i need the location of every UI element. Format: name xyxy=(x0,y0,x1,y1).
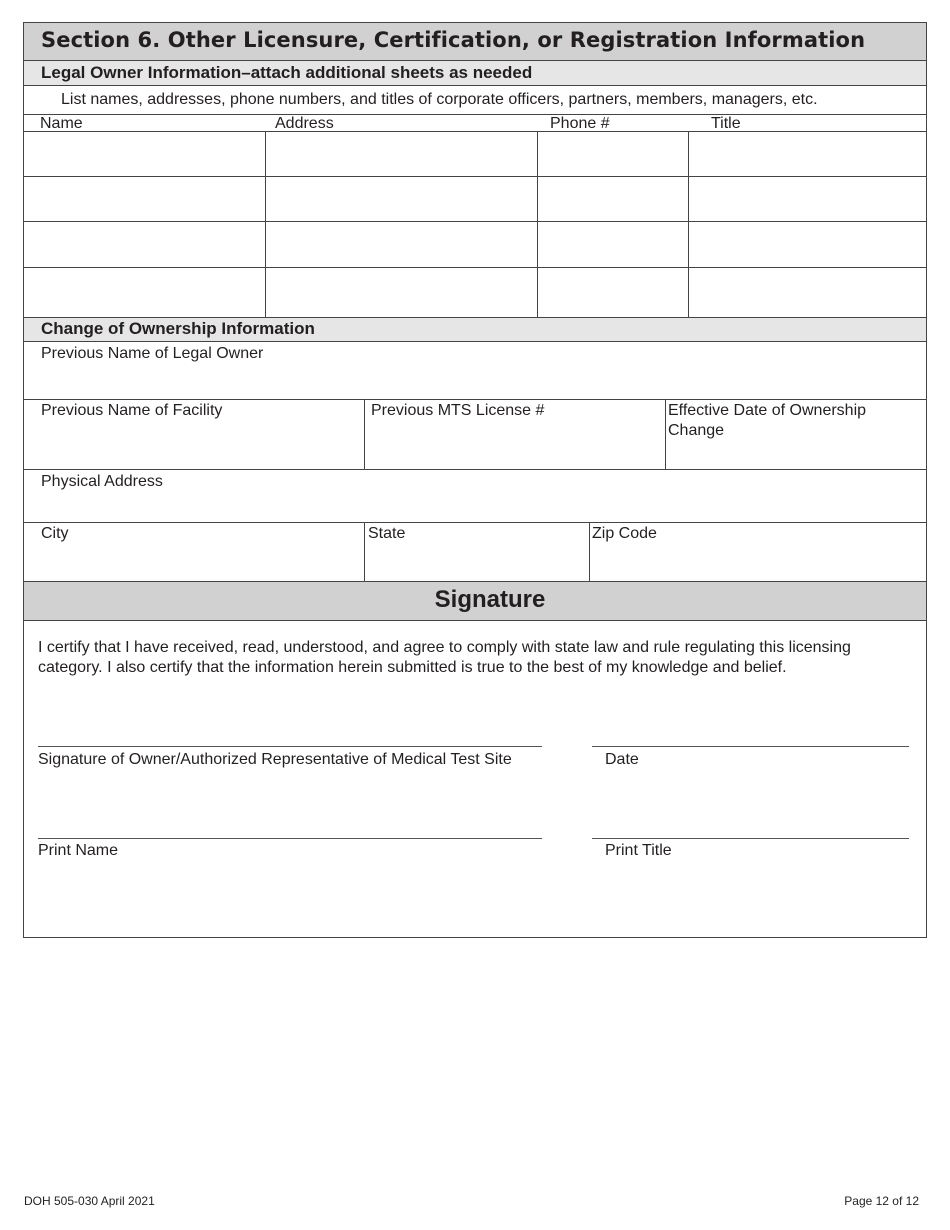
city-label: City xyxy=(41,525,69,542)
signature-header xyxy=(24,582,926,620)
date-input[interactable] xyxy=(592,723,909,747)
effective-date-field[interactable] xyxy=(666,400,926,469)
legal-owner-heading: Legal Owner Information–attach additional sheets as needed xyxy=(41,63,533,82)
signature-input[interactable] xyxy=(38,723,542,747)
signature-heading: Signature xyxy=(434,586,546,613)
city-field[interactable] xyxy=(24,523,364,581)
section-title: Section 6. Other Licensure, Certification, or Registration Information xyxy=(41,28,866,52)
owner-row-4-title-field[interactable] xyxy=(689,268,926,317)
column-header-name: Name xyxy=(40,115,83,132)
form-id: DOH 505-030 April 2021 xyxy=(24,1194,155,1208)
owner-row-3-address-field[interactable] xyxy=(266,222,537,267)
owner-row-2-phone-field[interactable] xyxy=(538,177,688,221)
owner-row-4-address-field[interactable] xyxy=(266,268,537,317)
owner-row-1-address-field[interactable] xyxy=(266,132,537,176)
column-header-phone: Phone # xyxy=(550,115,610,132)
print-title-input[interactable] xyxy=(592,815,909,839)
print-title-label: Print Title xyxy=(605,842,672,859)
previous-mts-license-label: Previous MTS License # xyxy=(371,402,545,419)
owner-row-3-name-field[interactable] xyxy=(24,222,265,267)
owner-row-2-name-field[interactable] xyxy=(24,177,265,221)
zip-code-label: Zip Code xyxy=(592,525,657,542)
owner-row-3-phone-field[interactable] xyxy=(538,222,688,267)
section-header xyxy=(24,23,926,60)
legal-owner-header xyxy=(24,61,926,85)
owner-row-4-phone-field[interactable] xyxy=(538,268,688,317)
physical-address-label: Physical Address xyxy=(41,473,163,490)
owner-row-2-address-field[interactable] xyxy=(266,177,537,221)
change-of-ownership-heading: Change of Ownership Information xyxy=(41,319,315,338)
owner-row-1-phone-field[interactable] xyxy=(538,132,688,176)
form-section-6 xyxy=(23,22,927,938)
print-name-input[interactable] xyxy=(38,815,542,839)
owner-row-1-title-field[interactable] xyxy=(689,132,926,176)
certification-statement: I certify that I have received, read, understood, and agree to comply with state law and rule regulating this licensing category. I also certify that the information herein submitted is true to the best of my knowledge and belief. xyxy=(38,639,851,676)
owner-row-1-name-field[interactable] xyxy=(24,132,265,176)
state-label: State xyxy=(368,525,406,542)
zip-code-field[interactable] xyxy=(590,523,926,581)
previous-facility-label: Previous Name of Facility xyxy=(41,402,223,419)
change-of-ownership-header xyxy=(24,318,926,341)
date-label: Date xyxy=(605,751,639,768)
owner-row-3-title-field[interactable] xyxy=(689,222,926,267)
column-header-address: Address xyxy=(275,115,334,132)
signature-label: Signature of Owner/Authorized Representative of Medical Test Site xyxy=(38,751,512,768)
previous-legal-owner-field[interactable] xyxy=(24,342,926,399)
previous-facility-field[interactable] xyxy=(24,400,364,469)
page-number: Page 12 of 12 xyxy=(844,1194,919,1208)
column-header-title: Title xyxy=(711,115,741,132)
previous-mts-license-field[interactable] xyxy=(365,400,665,469)
previous-legal-owner-label: Previous Name of Legal Owner xyxy=(41,345,264,362)
owner-row-4-name-field[interactable] xyxy=(24,268,265,317)
legal-owner-instructions: List names, addresses, phone numbers, and titles of corporate officers, partners, members, managers, etc. xyxy=(61,91,818,108)
print-name-label: Print Name xyxy=(38,842,119,859)
physical-address-field[interactable] xyxy=(24,470,926,522)
effective-date-label: Effective Date of Ownership Change xyxy=(668,402,867,439)
owner-row-2-title-field[interactable] xyxy=(689,177,926,221)
state-field[interactable] xyxy=(365,523,589,581)
